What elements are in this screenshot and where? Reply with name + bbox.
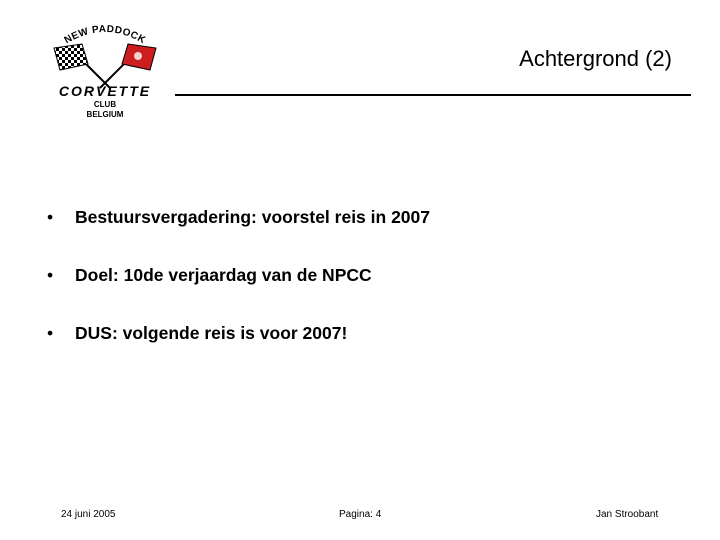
checkered-flag-icon <box>54 44 88 70</box>
logo-country-text: BELGIUM <box>86 110 124 119</box>
logo-brand-text: CORVETTE <box>58 83 152 99</box>
club-logo <box>38 18 172 122</box>
red-flag-icon <box>122 44 156 70</box>
bullet-dot-icon: • <box>47 265 54 285</box>
bullet-list <box>47 207 430 381</box>
bullet-dot-icon: • <box>47 207 54 227</box>
logo-club-text: CLUB <box>93 100 117 109</box>
slide-title: Achtergrond (2) <box>519 46 672 71</box>
bullet-item <box>47 265 430 323</box>
logo-top-text: NEW PADDOCK <box>62 23 148 47</box>
bullet-item <box>47 207 430 265</box>
footer-author: Jan Stroobant <box>596 509 659 520</box>
bullet-text: Doel: 10de verjaardag van de NPCC <box>75 265 372 285</box>
bullet-text: Bestuursvergadering: voorstel reis in 2007 <box>75 207 430 227</box>
bullet-item <box>47 323 430 381</box>
title-divider <box>175 94 691 96</box>
bullet-dot-icon: • <box>47 323 54 343</box>
footer-date: 24 juni 2005 <box>61 509 116 520</box>
bullet-text: DUS: volgende reis is voor 2007! <box>75 323 348 343</box>
footer-page-number: Pagina: 4 <box>339 509 382 520</box>
